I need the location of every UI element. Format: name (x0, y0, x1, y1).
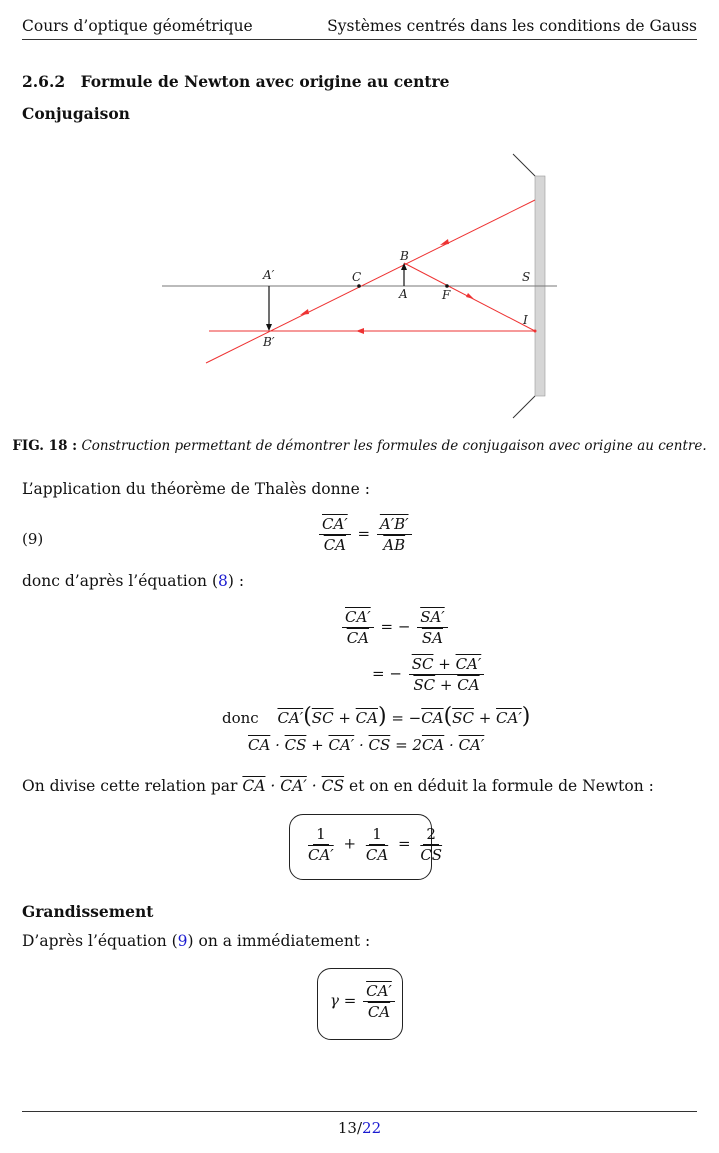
footer-rule (22, 1111, 697, 1112)
label-S: S (522, 270, 531, 284)
derivation-line-1: $\frac{CA'}{CA}$ = − $\frac{SA'}{SA}$ (340, 607, 450, 648)
equation-ref-8[interactable]: 8 (218, 572, 228, 590)
equation-tag-9: (9) (22, 530, 44, 548)
ray-arrowhead (300, 309, 309, 315)
label-C: C (352, 270, 362, 284)
subsection-conjugaison: Conjugaison (22, 104, 130, 123)
label-F: F (442, 288, 451, 302)
derivation-line-4: $\overline{CA} \cdot \overline{CS} + CA' \cdot \overline{CS} = 2\overline{CA} \cdot CA'$ (248, 736, 485, 754)
section-number: 2.6.2 (22, 72, 66, 91)
derivation-line-3: donc $CA'(\overline{SC} + \overline{CA}) = -\overline{CA}(\overline{SC} + CA')$ (222, 704, 531, 729)
ray-arrowhead (356, 328, 364, 334)
point-C (357, 284, 361, 288)
apres-9-sentence: D’après l’équation (9) on a immédiatement : (22, 932, 371, 950)
caption-label: FIG. 18 : (12, 438, 78, 454)
equation-ref-9[interactable]: 9 (177, 932, 188, 950)
gamma-formula: γ = $\frac{CA'}{CA}$ (330, 981, 397, 1022)
point-I (534, 330, 537, 333)
ray-arrowhead (440, 239, 449, 245)
newton-formula: $\frac{1}{CA'}$ + $\frac{1}{CA}$ = $\frac{2}{CS}$ (308, 825, 443, 864)
section-title (22, 72, 450, 91)
caption-text: Construction permettant de démontrer les formules de conjugaison avec origine au centre. (81, 438, 707, 454)
ray-through-center (206, 200, 535, 363)
header-left: Cours d’optique géométrique (22, 17, 253, 35)
mirror-edge-bottom (513, 396, 535, 418)
header-rule (22, 39, 697, 40)
section-title-text: Formule de Newton avec origine au centre (80, 72, 450, 91)
divise-sentence: On divise cette relation par $\overline{CA} \cdot CA' \cdot \overline{CS}$ et on en déduit la formule de Newton : (22, 777, 654, 795)
label-B-prime: B′ (263, 335, 275, 349)
figure-caption (0, 438, 719, 454)
equation-9: $\frac{CA'}{CA}$ = $\frac{A'B'}{AB}$ (317, 514, 414, 555)
donc-apres-8: donc d’après l’équation (8) : (22, 572, 245, 590)
thales-sentence: L’application du théorème de Thalès donne : (22, 480, 370, 498)
label-A-prime: A′ (263, 268, 275, 282)
derivation-line-2: = − $\frac{\overline{SC} + CA'}{\overline{SC} + \overline{CA}}$ (372, 654, 486, 695)
total-pages-link[interactable]: 22 (362, 1119, 382, 1137)
label-A: A (399, 287, 408, 301)
mirror-edge-top (513, 154, 535, 176)
subsection-grandissement: Grandissement (22, 902, 154, 921)
label-I: I (523, 313, 528, 327)
image-arrowhead (266, 324, 272, 331)
header-right: Systèmes centrés dans les conditions de Gauss (327, 17, 697, 35)
optics-figure (0, 140, 719, 430)
page-number: 13/22 (337, 1119, 382, 1137)
ray-arrowhead (466, 293, 474, 299)
label-B: B (400, 249, 409, 263)
